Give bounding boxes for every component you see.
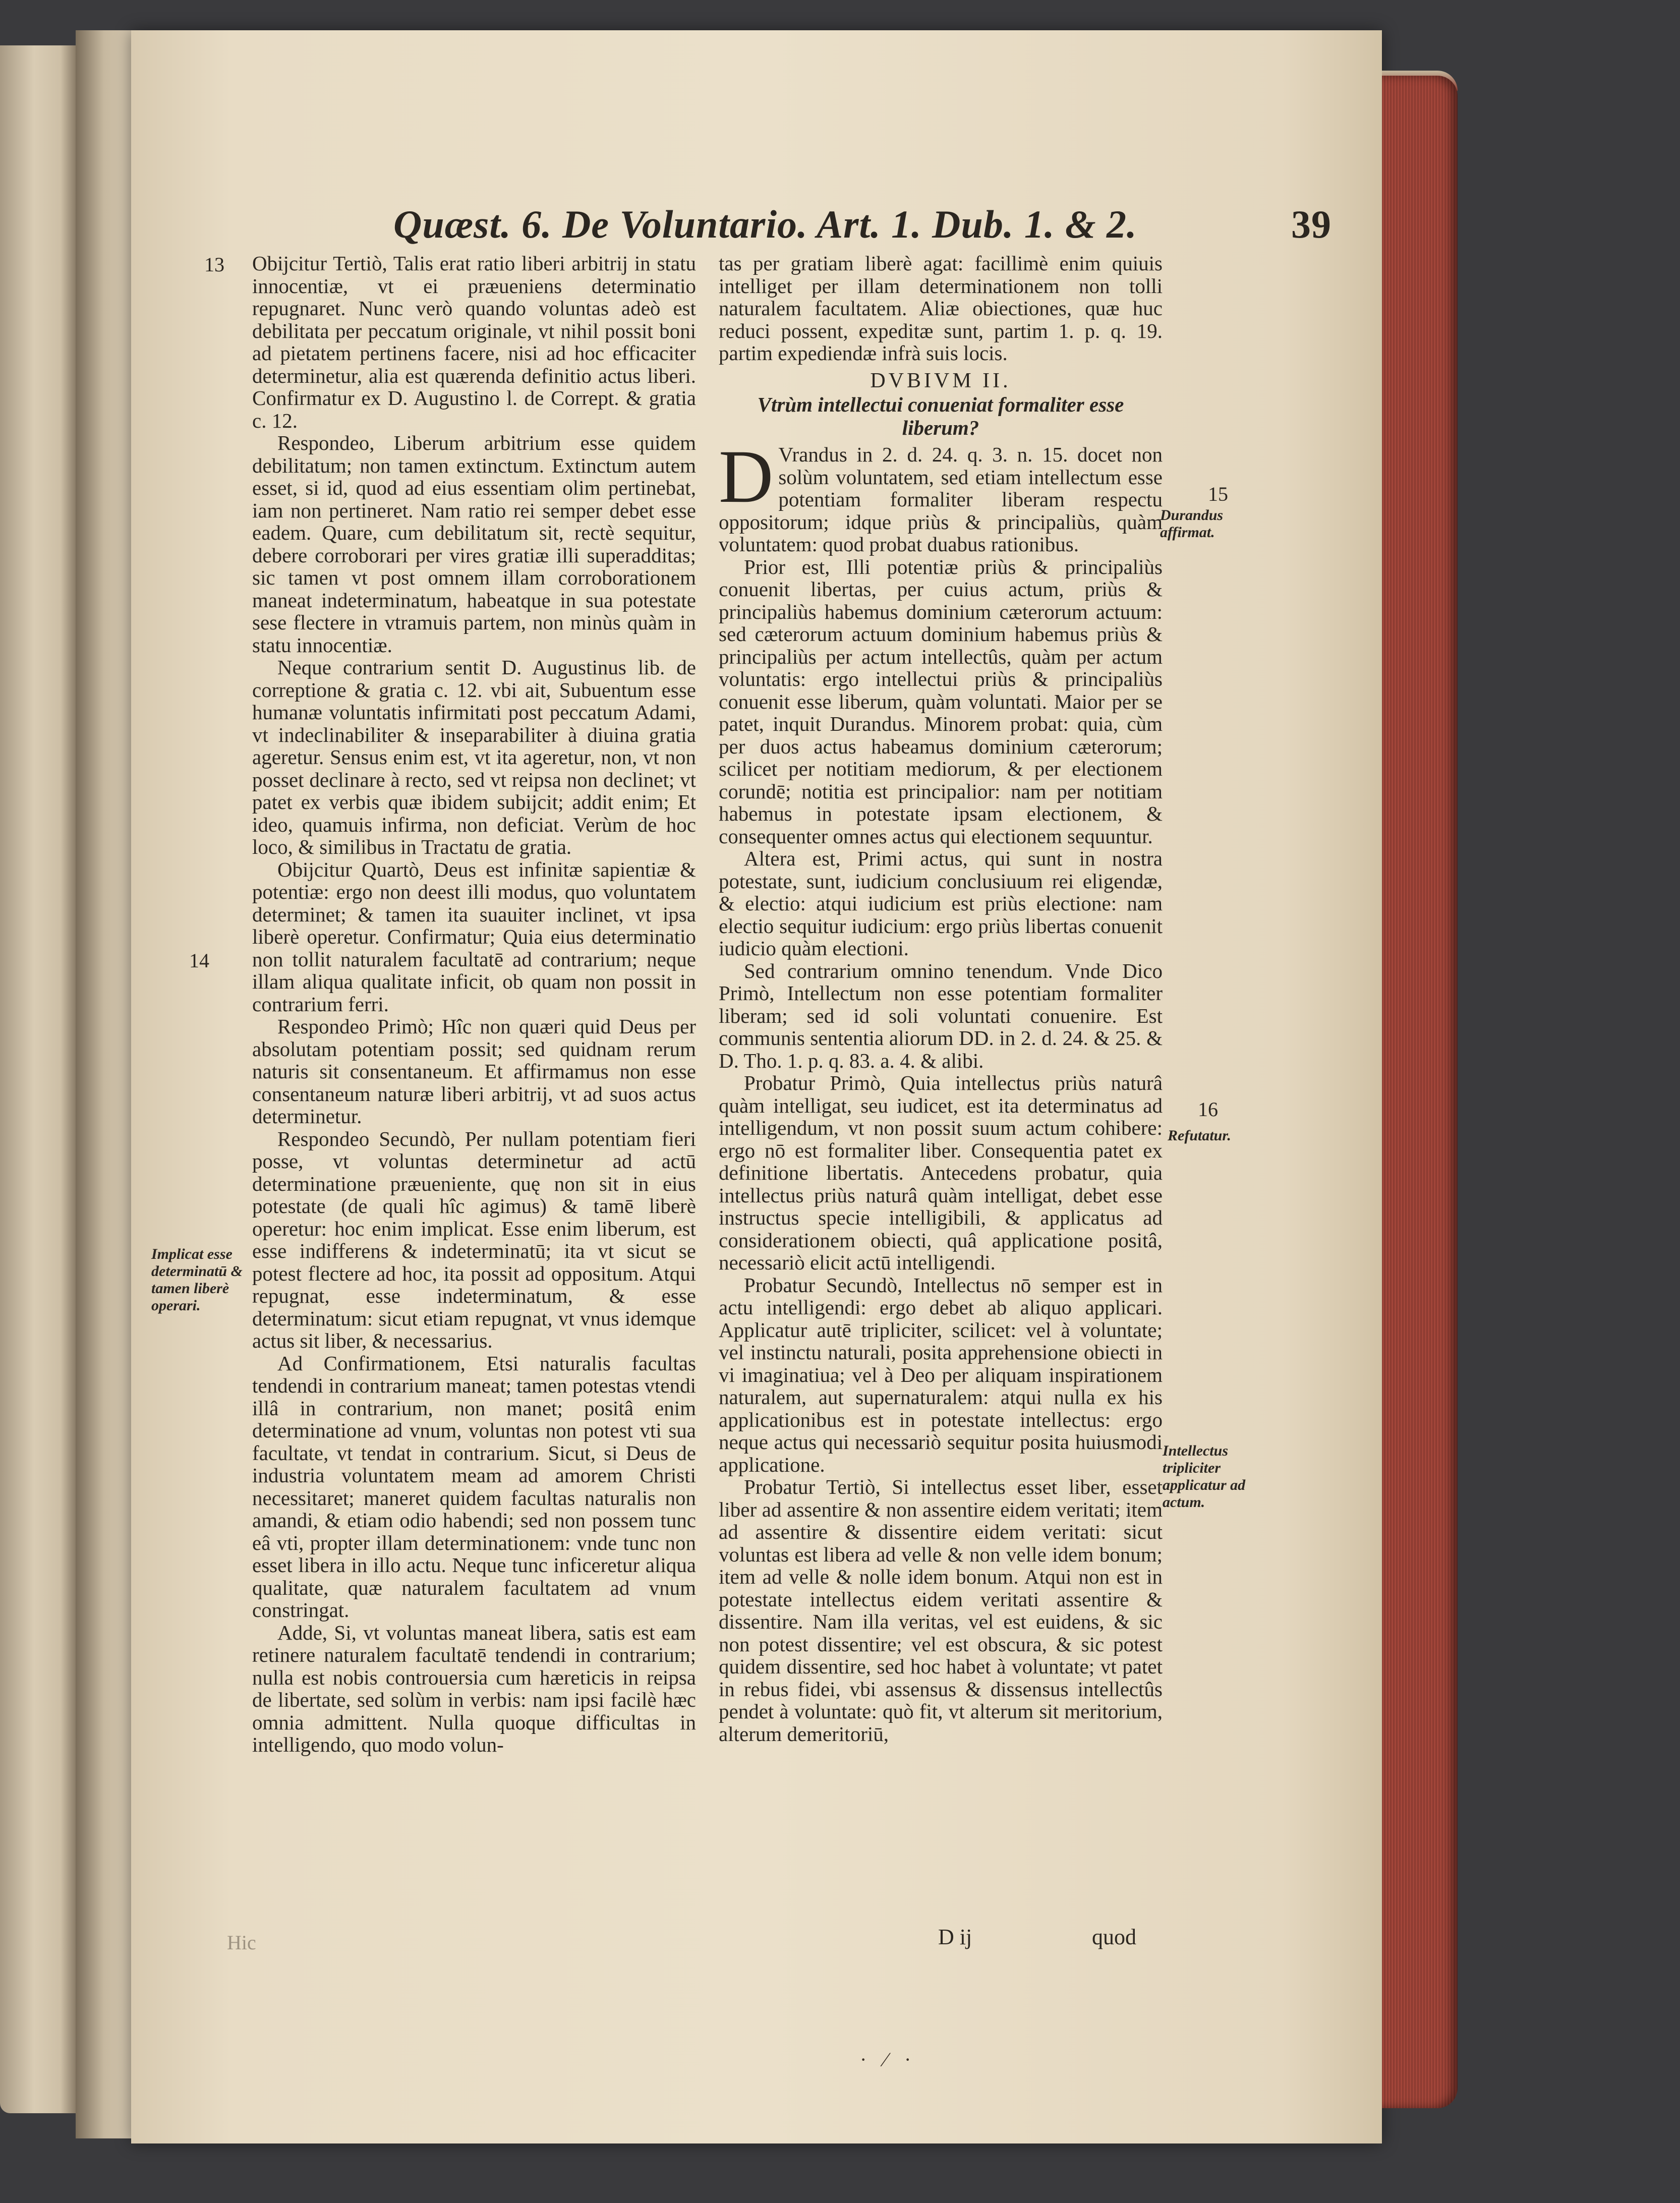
paragraph: Respondeo Secundò, Per nullam potentiam fieri posse, vt voluntas determinetur ad actū determinatione præueniente, quę non sit in eius potestate (de quali hîc agimus) & tamē liberè operetur: hoc enim implicat. Esse enim liberum, est esse indifferens & indeterminatū; ita vt sicut se potest flectere ad hoc, ita possit ad oppositum. Atqui repugnat, esse indeterminatum, & esse determinatum: sicut etiam repugnat, vt vnus idemque actus sit liber, & necessarius.: [252, 1127, 696, 1352]
catchword: quod: [1092, 1925, 1136, 1949]
paragraph: Sed contrarium omnino tenendum. Vnde Dico Primò, Intellectum non esse potentiam formaliter liberam; sed id soli voluntati conuenire. Est communis sententia aliorum DD. in 2. d. 24. & 25. & D. Tho. 1. p. q. 83. a. 4. & alibi.: [719, 959, 1163, 1072]
margin-note: Durandus affirmat.: [1160, 507, 1224, 541]
previous-page-edge: [0, 45, 76, 2113]
section-heading: DVBIVM II.: [870, 369, 1011, 392]
paragraph: Probatur Primò, Quia intellectus priùs naturâ quàm intelligat, seu iudicet, est ita determinatus ad intelligendum, vt non possit suum actum cohibere: ergo nō est formaliter liber. Consequentia patet ex definitione libertatis. Antecedens probatur, quia intellectus priùs naturâ quàm intelligat, debet esse instructus specie intelligibili, & applicatus ad considerationem obiecti, quâ applicatione positâ, necessariò elicit actū intelligendi.: [719, 1071, 1163, 1274]
red-page-edges: [1382, 76, 1458, 2108]
drop-cap: D: [719, 435, 774, 518]
paragraph: Probatur Tertiò, Si intellectus esset liber, esset liber ad assentire & non assentire eidem veritati; item ad assentire & dissentire eidem veritati: sicut voluntas est libera ad velle & non velle idem bonum; item ad velle & nolle idem bonum. Atqui non est in potestate intellectus eidem veritati assentire & dissentire. Nam illa veritas, vel est euidens, & sic non potest dissentire; vel est obscura, & sic potest quidem dissentire, sed hoc habet à voluntate; vt patet in rebus fidei, vbi assensus & dissensus intellectûs pendet à voluntate: quò fit, vt alterum sit meritorium, alterum demeritoriū,: [719, 1475, 1163, 1746]
right-column: [719, 252, 1163, 1745]
margin-number: 15: [1208, 483, 1228, 505]
section-question: Vtrùm intellectui conueniat formaliter esse liberum?: [757, 393, 1124, 439]
margin-number: 16: [1198, 1098, 1218, 1121]
paragraph: tas per gratiam liberè agat: facillimè enim quiuis intelliget per illam determinationem non tolli naturalem facultatem. Aliæ obiectiones, quæ huc reduci possent, expeditæ sunt, partim 1. p. q. 19. partim expediendæ infrà suis locis.: [719, 252, 1163, 365]
paragraph: Altera est, Primi actus, qui sunt in nostra potestate, sunt, iudicium conclusiuum rei eligendæ, & electio: atqui iudicium est priùs electione: nam electio sequitur iudicium: ergo priùs libertas conuenit iudicio quàm electioni.: [719, 847, 1163, 960]
paragraph-with-dropcap: [719, 435, 1163, 556]
left-column: [252, 252, 696, 1756]
paragraph: Neque contrarium sentit D. Augustinus lib. de correptione & gratia c. 12. vbi ait, Subuentum esse humanæ voluntatis infirmitati post peccatum Adami, vt indeclinabiliter & inseparabiliter à diuina gratia ageretur. Sensus enim est, vt ita ageretur, non, vt non posset declinare à recto, sed vt reipsa non declinet; vt patet ex verbis quæ ibidem subijcit; addit enim; Et ideo, quamuis infirma, non deficiat. Verùm de hoc loco, & similibus in Tractatu de gratia.: [252, 656, 696, 858]
paragraph: Respondeo, Liberum arbitrium esse quidem debilitatum; non tamen extinctum. Extinctum autem esset, si id, quod ad eius essentiam olim pertinebat, iam non pertineret. Nam ratio rei semper debet esse eadem. Quare, cum debilitatum sit, rectè sequitur, debere corroborari per vires gratiæ illi superadditas; sic tamen vt post omnem illam corroborationem maneat indeterminatum, habeatque in sua potestate sese flectere in vtramuis partem, non minùs quàm in statu innocentiæ.: [252, 431, 696, 657]
paragraph: Adde, Si, vt voluntas maneat libera, satis est eam retinere naturalem facultatē tendendi in contrarium; nulla est nobis controuersia cum hæreticis in reipsa de libertate, sed solùm in verbis: nam ipsi facilè hæc omnia admittent. Nulla quoque difficultas in intelligendo, quo modo volun-: [252, 1620, 696, 1756]
running-title: Quæst. 6. De Voluntario. Art. 1. Dub. 1. & 2.: [393, 202, 1137, 246]
folio-number: 39: [1291, 202, 1331, 246]
margin-note: Refutatur.: [1168, 1127, 1231, 1144]
paragraph-text: Vrandus in 2. d. 24. q. 3. n. 15. docet non solùm voluntatem, sed etiam intellectum esse potentiam formaliter liberam respectu oppositorum; idque priùs & principaliùs, quàm voluntatem: quod probat duabus rationibus.: [719, 443, 1163, 556]
paragraph: Ad Confirmationem, Etsi naturalis facultas tendendi in contrarium maneat; tamen potestas vtendi illâ in contrarium, non manet; positâ enim determinatione ad vnum, voluntas non potest vti sua facultate, vt tendat in contrarium. Sicut, si Deus de industria voluntatem meam ad amorem Christi necessitaret; maneret quidem facultas naturalis non amandi, & etiam odio habendi; sed non possem tunc eâ vti, propter illam determinationem: vnde tunc non esset libera in illo actu. Neque tunc inficeretur aliqua qualitate, quæ naturalem facultatem ad vnum constringat.: [252, 1351, 696, 1621]
margin-note: Intellectus tripliciter applicatur ad actum.: [1163, 1442, 1246, 1511]
page-header: [393, 202, 1331, 257]
margin-note: Implicat esse determinatū & tamen liberè operari.: [151, 1246, 243, 1314]
margin-number: 13: [204, 253, 224, 276]
paragraph: Prior est, Illi potentiæ priùs & principaliùs conuenit libertas, per cuius actum, priùs & principaliùs habemus dominium cæterorum actuum: sed cæterorum actuum dominium habemus priùs & principaliùs per actum intellectûs, quàm per actum voluntatis: ergo intellectui priùs & principaliùs conuenit esse liberum, quàm voluntati. Maior per se patet, inquit Durandus. Minorem probat: quia, cùm per duos actus habeamus dominium cæterorum; scilicet per notitiam mediorum, & per electionem corundē; notitia est principalior: nam per notitiam habemus in potestate ipsam electionem, & consequenter omnes actus qui electionem sequuntur.: [719, 555, 1163, 848]
paragraph: Probatur Secundò, Intellectus nō semper est in actu intelligendi: ergo debet ab aliquo applicari. Applicatur autē tripliciter, scilicet: vel à voluntate; vel instinctu naturali, posita apprehensione obiecti in vi imaginatiua; vel à Deo per aliquam inspirationem naturalem, aut supernaturalem: atqui nulla ex his applicationibus est in potestate intellectus: ergo neque actus qui necessariò sequitur posita huiusmodi applicatione.: [719, 1273, 1163, 1476]
paragraph: Obijcitur Tertiò, Talis erat ratio liberi arbitrij in statu innocentiæ, vt ei præueniens determinatio repugnaret. Nunc verò quando voluntas adeò est debilitata per peccatum originale, vt nihil possit boni ad pietatem pertinens facere, nisi ad hoc efficaciter determinetur, alia est quærenda definitio actus liberi. Confirmatur ex D. Augustino l. de Corrept. & gratia c. 12.: [252, 252, 696, 432]
paragraph: Obijcitur Quartò, Deus est infinitæ sapientiæ & potentiæ: ergo non deest illi modus, quo voluntatem determinet; & tamen ita suauiter inclinet, vt ipsa liberè operetur. Confirmatur; Quia eius determinatio non tollit naturalem facultatē ad contrarium; neque illam aliqua qualitate inficit, ob quam non possit in contrarium ferri.: [252, 857, 696, 1016]
paragraph: Respondeo Primò; Hîc non quæri quid Deus per absolutam potentiam possit; sed quidnam rerum naturis sit consentaneum. Et affirmamus non esse consentaneum naturæ liberi arbitrij, vt ad suos actus determinetur.: [252, 1015, 696, 1128]
ink-marks: · ⁄ ·: [860, 2048, 917, 2071]
margin-number: 14: [189, 949, 209, 972]
signature-mark: D ij: [938, 1925, 972, 1949]
offset-text: Hic: [227, 1931, 256, 1954]
